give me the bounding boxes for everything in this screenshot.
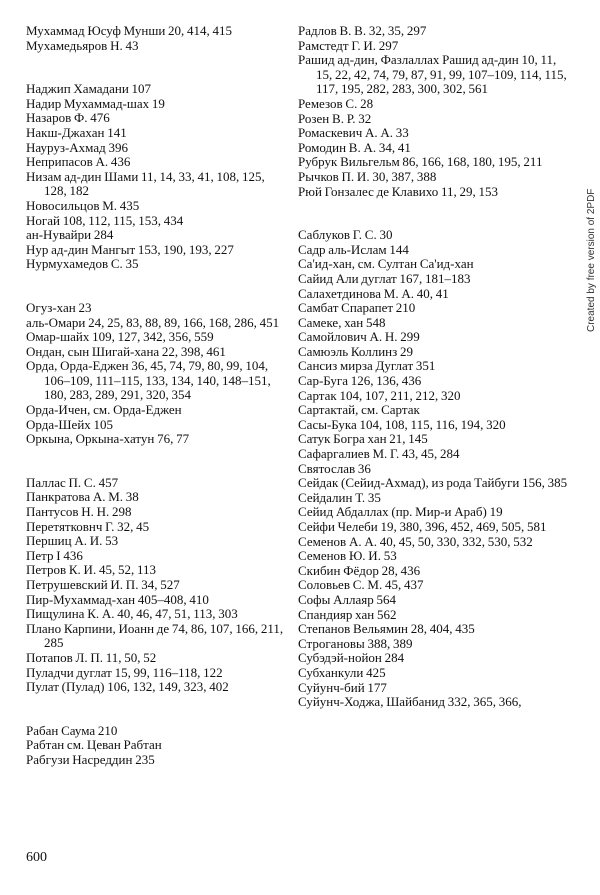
index-entry: Нурмухамедов С. 35 <box>26 256 139 272</box>
index-entry: Рабтан см. Цеван Рабтан <box>26 737 162 753</box>
right-index-column <box>298 24 568 710</box>
section-gap <box>26 53 288 82</box>
index-entry: Сар-Буга 126, 136, 436 <box>298 373 422 389</box>
index-entry: Сансиз мирза Дуглат 351 <box>298 358 436 374</box>
index-entry: Сатук Богра хан 21, 145 <box>298 431 428 447</box>
index-entry: Рюй Гонзалес де Клавихо 11, 29, 153 <box>298 183 499 199</box>
index-entry: Панкратова А. М. 38 <box>26 489 139 505</box>
index-entry: Низам ад-дин Шами 11, 14, 33, 41, 108, 125, 128, 182 <box>26 168 265 199</box>
index-entry: Мухаммад Юсуф Мунши 20, 414, 415 <box>26 23 233 38</box>
index-entry: Субэдэй-нойон 284 <box>298 650 405 666</box>
index-entry: Соловьев С. М. 45, 437 <box>298 577 424 593</box>
index-entry: Науруз-Ахмад 396 <box>26 139 128 155</box>
index-entry: Степанов Вельямин 28, 404, 435 <box>298 621 475 637</box>
index-entry: Ондан, сын Шигай-хана 22, 398, 461 <box>26 343 226 359</box>
index-entry: Рычков П. И. 30, 387, 388 <box>298 168 437 184</box>
index-entry: Огуз-хан 23 <box>26 299 92 315</box>
index-entry: Надир Мухаммад-шах 19 <box>26 95 165 111</box>
index-entry: Петров К. И. 45, 52, 113 <box>26 562 156 578</box>
index-entry: Сейид Абдаллах (пр. Мир-и Араб) 19 <box>298 504 503 520</box>
index-entry: Самойлович А. Н. 299 <box>298 329 420 345</box>
section-gap <box>26 447 288 476</box>
index-entry: Пулат (Пулад) 106, 132, 149, 323, 402 <box>26 679 229 695</box>
watermark-text: Created by free version of 2PDF <box>586 188 597 332</box>
index-entry: Омар-шайх 109, 127, 342, 356, 559 <box>26 329 214 345</box>
index-entry: Рабгузи Насреддин 235 <box>26 751 155 767</box>
index-entry: Субханкули 425 <box>298 664 386 680</box>
index-entry: Сейдак (Сейид-Ахмад), из рода Тайбуги 156, 385 <box>298 475 568 491</box>
index-entry: Накш-Джахан 141 <box>26 124 127 140</box>
index-entry: Сейфи Челеби 19, 380, 396, 452, 469, 505, 581 <box>298 519 547 534</box>
index-entry: Пищулина К. А. 40, 46, 47, 51, 113, 303 <box>26 606 238 622</box>
index-entry: Потапов Л. П. 11, 50, 52 <box>26 649 157 665</box>
index-entry: Пир-Мухаммад-хан 405–408, 410 <box>26 591 209 607</box>
left-index-column <box>26 24 288 768</box>
watermark <box>584 188 598 332</box>
index-entry: Святослав 36 <box>298 460 371 476</box>
index-entry: Петр I 436 <box>26 547 83 563</box>
section-gap <box>26 695 288 724</box>
index-entry: Перетятковнч Г. 32, 45 <box>26 518 150 534</box>
index-entry: Новосильцов М. 435 <box>26 197 140 213</box>
index-entry: Петрушевский И. П. 34, 527 <box>26 577 180 592</box>
index-entry: Неприпасов А. 436 <box>26 154 131 170</box>
index-entry: Плано Карпини, Иоанн де 74, 86, 107, 166, 211, 285 <box>26 620 284 651</box>
index-entry: Назаров Ф. 476 <box>26 110 110 126</box>
index-entry: Спандияр хан 562 <box>298 606 397 622</box>
index-entry: Сартак 104, 107, 211, 212, 320 <box>298 387 461 403</box>
index-entry: Семенов А. А. 40, 45, 50, 330, 332, 530, 532 <box>298 533 533 549</box>
index-entry: Самеке, хан 548 <box>298 314 386 330</box>
index-entry: Самбат Спарапет 210 <box>298 300 416 316</box>
index-entry: Орда-Ичен, см. Орда-Еджен <box>26 402 182 418</box>
index-entry: Самюэль Коллинз 29 <box>298 343 414 359</box>
index-entry: Рашид ад-дин, Фазлаллах Рашид ад-дин 10, 11, 15, 22, 42, 74, 79, 87, 91, 99, 107–109, 114, 115, 117, 195, 282, 283, 300, 302, 561 <box>298 52 567 97</box>
index-entry: Семенов Ю. И. 53 <box>298 548 397 564</box>
index-entry: Ногай 108, 112, 115, 153, 434 <box>26 212 184 228</box>
index-entry: Садр аль-Ислам 144 <box>298 241 409 257</box>
index-entry: Орда, Орда-Еджен 36, 45, 74, 79, 80, 99, 104, 106–109, 111–115, 133, 134, 140, 148–151, 180, 283, 289, 291, 320, 354 <box>26 358 271 403</box>
index-entry: Суйунч-Ходжа, Шайбанид 332, 365, 366, <box>298 694 522 710</box>
index-entry: Строгановы 388, 389 <box>298 635 413 651</box>
index-entry: Са'ид-хан, см. Султан Са'ид-хан <box>298 256 474 272</box>
index-entry: ан-Нувайри 284 <box>26 227 114 243</box>
index-entry: Сафаргалиев М. Г. 43, 45, 284 <box>298 446 460 462</box>
index-entry: Салахетдинова М. А. 40, 41 <box>298 285 449 301</box>
index-entry: Рубрук Вильгельм 86, 166, 168, 180, 195, 211 <box>298 154 543 170</box>
index-entry: Сайид Али дуглат 167, 181–183 <box>298 270 471 286</box>
index-entry: Ромаскевич А. А. 33 <box>298 125 409 141</box>
index-entry: Радлов В. В. 32, 35, 297 <box>298 23 427 38</box>
index-entry: Софы Аллаяр 564 <box>298 591 396 607</box>
index-entry: Суйунч-бий 177 <box>298 679 387 695</box>
section-gap <box>26 272 288 301</box>
index-entry: Мухамедьяров Н. 43 <box>26 37 139 53</box>
index-entry: Сасы-Бука 104, 108, 115, 116, 194, 320 <box>298 416 506 432</box>
section-gap <box>298 199 568 228</box>
index-entry: Рабан Саума 210 <box>26 722 118 738</box>
index-entry: Нур ад-дин Мангыт 153, 190, 193, 227 <box>26 241 234 257</box>
index-entry: Пантусов Н. Н. 298 <box>26 504 132 520</box>
index-entry: Ромодин В. А. 34, 41 <box>298 139 411 155</box>
index-entry: Саблуков Г. С. 30 <box>298 227 393 243</box>
index-entry: Ремезов С. 28 <box>298 95 374 111</box>
index-entry: Розен В. Р. 32 <box>298 110 372 126</box>
index-entry: Рамстедт Г. И. 297 <box>298 37 399 53</box>
index-entry: Сартактай, см. Сартак <box>298 402 420 418</box>
index-entry: Пуладчи дуглат 15, 99, 116–118, 122 <box>26 664 223 680</box>
index-entry: Паллас П. С. 457 <box>26 474 119 490</box>
index-entry: Першиц А. И. 53 <box>26 533 119 549</box>
index-entry: Скибин Фёдор 28, 436 <box>298 562 421 578</box>
index-entry: Наджип Хамадани 107 <box>26 81 152 97</box>
index-entry: Сейдалин Т. 35 <box>298 489 381 505</box>
index-entry: аль-Омари 24, 25, 83, 88, 89, 166, 168, 286, 451 <box>26 314 280 330</box>
index-entry: Орда-Шейх 105 <box>26 416 114 432</box>
page-number: 600 <box>26 850 47 865</box>
index-entry: Оркына, Оркына-хатун 76, 77 <box>26 431 190 447</box>
